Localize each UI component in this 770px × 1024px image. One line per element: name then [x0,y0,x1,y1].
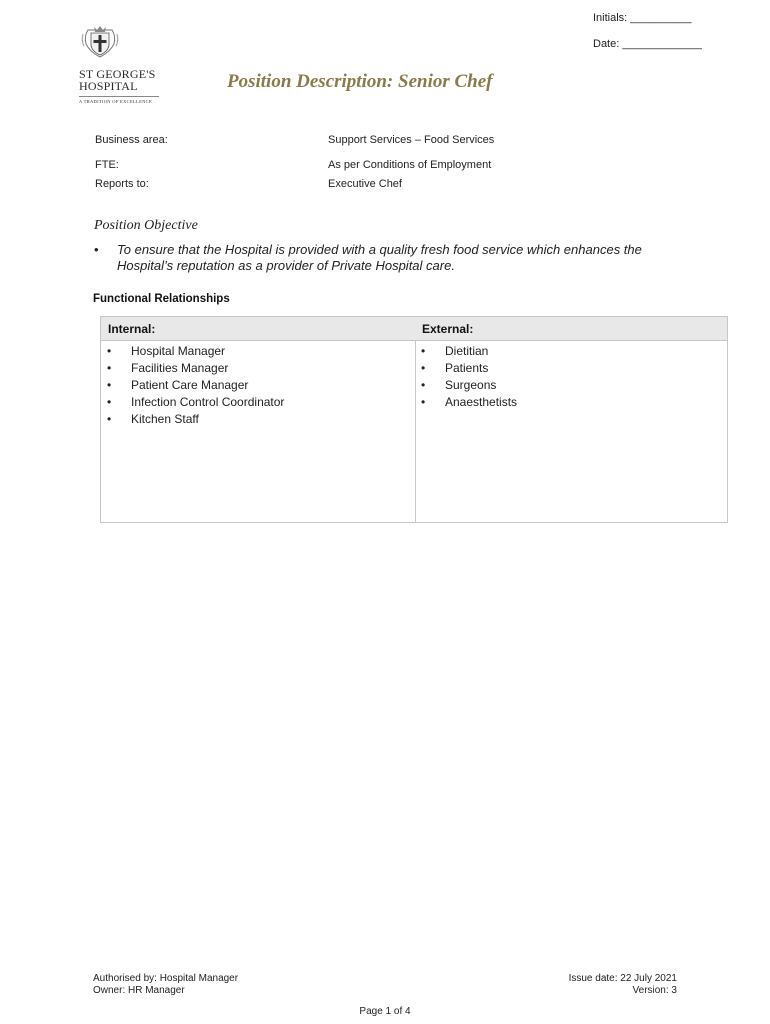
logo-name [79,68,169,92]
date-field: Date: _____________ [593,38,702,50]
logo-name-line1: ST GEORGE'S [79,67,156,81]
objective-bullet: • [94,242,99,257]
hospital-crest-icon [80,24,120,60]
reports-to-value: Executive Chef [328,178,402,190]
internal-header: Internal: [101,317,415,341]
page-number: Page 1 of 4 [359,1006,411,1017]
list-item: • Patients [415,360,727,377]
objective-text: To ensure that the Hospital is provided with a quality fresh food service which enhances the Hospital’s reputation as a provider of Private Hospital care. [117,242,642,273]
position-objective-heading: Position Objective [94,218,198,233]
list-item: • Anaesthetists [415,394,727,411]
list-item: • Infection Control Coordinator [101,394,415,411]
external-list [415,341,727,411]
internal-list [101,341,415,428]
logo-name-line2: HOSPITAL [79,79,138,93]
list-item: • Patient Care Manager [101,377,415,394]
list-item: • Surgeons [415,377,727,394]
business-area-value: Support Services – Food Services [328,134,495,146]
relationships-table [100,316,728,523]
footer-left [93,973,238,997]
reports-to-label: Reports to: [95,178,149,190]
version: Version: 3 [632,985,677,996]
list-item: • Hospital Manager [101,343,415,360]
list-item: • Kitchen Staff [101,411,415,428]
internal-column [101,317,416,522]
hospital-logo [79,24,169,104]
list-item: • Facilities Manager [101,360,415,377]
logo-divider [79,96,159,97]
issue-date: Issue date: 22 July 2021 [568,973,677,984]
external-column [415,317,727,522]
list-item: • Dietitian [415,343,727,360]
fte-value: As per Conditions of Employment [328,159,492,171]
initials-field: Initials: __________ [593,12,692,24]
functional-relationships-heading: Functional Relationships [93,293,230,305]
footer-right [477,973,677,997]
logo-tagline: A TRADITION OF EXCELLENCE [79,99,153,104]
fte-label: FTE: [95,159,119,171]
authorised-by: Authorised by: Hospital Manager [93,973,239,984]
external-header: External: [415,317,727,341]
position-objective [94,242,694,274]
business-area-label: Business area: [95,134,168,146]
owner: Owner: HR Manager [93,985,185,996]
page-title: Position Description: Senior Chef [227,71,493,92]
